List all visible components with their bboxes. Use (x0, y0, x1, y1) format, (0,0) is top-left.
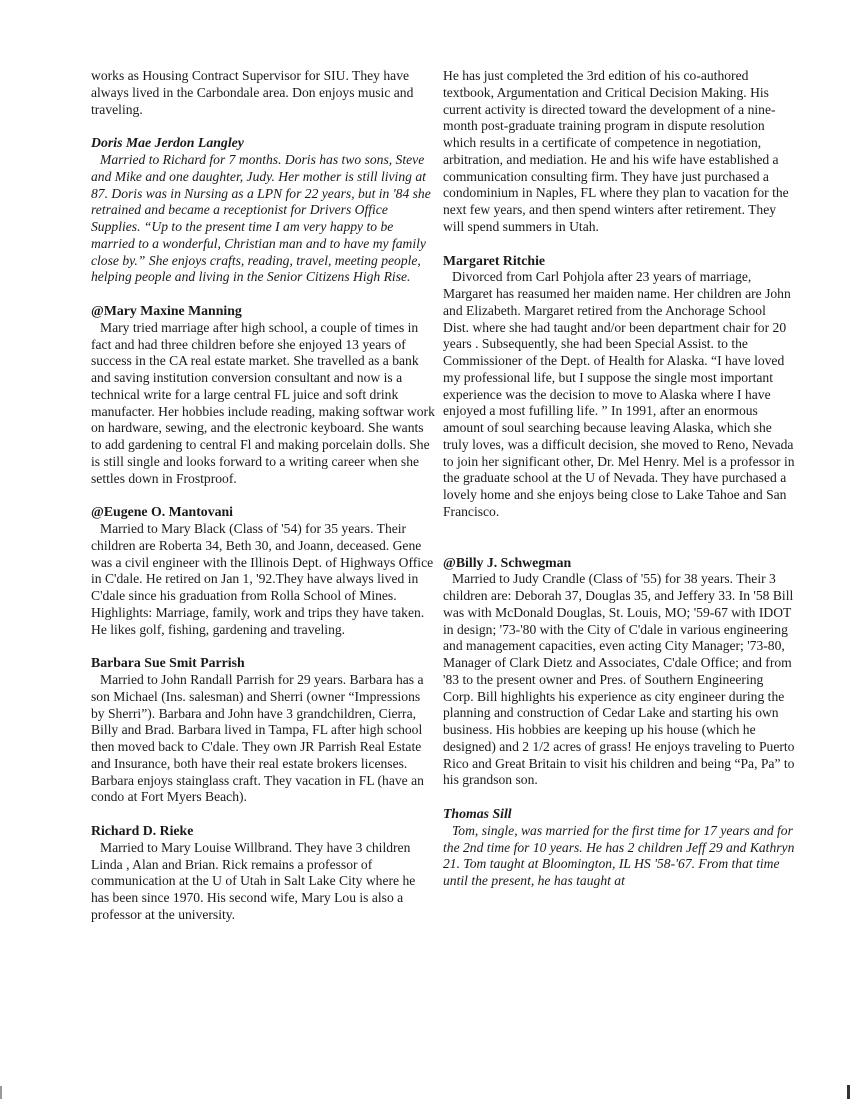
entry-rieke (91, 823, 436, 924)
entry-name: @Eugene O. Mantovani (91, 504, 233, 520)
entry-text: Married to Mary Black (Class of '54) for 35 years. Their children are Roberta 34, Beth 30, and Joann, deceased. Gene was a civil engineer with the Illinois Dept. of Highways Office in C'dale. He retired on Jan 1, '92.They have always lived in C'dale since his graduation from Rolla School of Mines. Highlights: Marriage, family, work and trips they have taken. He likes golf, fishing, gardening and traveling. (91, 521, 434, 637)
entry-text: Mary tried marriage after high school, a couple of times in fact and had three children before she enjoyed 13 years of success in the CA real estate market. She travelled as a bank and saving institution conversion consultant and now is a technical write for a large central FL juice and soft drink manufacter. Her hobbies include reading, making softwar work on hardware, sewing, and the electronic keyboard. She wants to add gardening to central Fl and making porcelain dolls. She is still single and looks forward to a writing career when she settles down in Frostproof. (91, 319, 435, 486)
entry-text: Married to Judy Crandle (Class of '55) for 38 years. Their 3 children are: Deborah 37, Douglas 35, and Jeffery 33. In '58 Bill was with McDonald Douglas, St. Louis, MO; '59-67 with IDOT in design; '73-'80 with the City of C'dale in various engineering and management capacities, even acting City Manager; '73-80, Manager of Clark Dietz and Associates, C'dale Office; and from '83 to the present owner and Pres. of Southern Engineering Corp. Bill highlights his experience as city engineer during the planning and construction of Cedar Lake and starting his own business. His hobbies are keeping up his house (which he designed) and 2 1/2 acres of grass! He enjoys traveling to Puerto Rico and Great Britain to visit his children and being “Pa, Pa” to his grandson son. (443, 571, 795, 788)
left-column (91, 68, 436, 924)
entry-ritchie (443, 253, 795, 521)
entry-name: Doris Mae Jerdon Langley (91, 135, 244, 151)
entry-continuation-right (443, 68, 795, 236)
entry-name: @Billy J. Schwegman (443, 554, 572, 570)
entry-text: Married to Mary Louise Willbrand. They have 3 children Linda , Alan and Brian. Rick remains a professor of communication at the U of Utah in Salt Lake City where he has been since 1970. His second wife, Mary Lou is also a professor at the university. (91, 839, 416, 922)
scan-edge-mark-left (0, 1086, 2, 1099)
entry-sill (443, 806, 795, 890)
entry-manning (91, 303, 436, 487)
entry-name: Barbara Sue Smit Parrish (91, 655, 245, 671)
entry-text: Divorced from Carl Pohjola after 23 years of marriage, Margaret has reasumed her maiden name. Her children are John and Elizabeth. Margaret retired from the Anchorage School Dist. where she had taught and/or been department chair for 20 years . Subsequently, she had been Special Assist. to the Commissioner of the Dept. of Health for Alaska. “I have loved my professional life, but I suppose the single most important experience was the decision to move to Alaska where I have enjoyed a most fufilling life. ” In 1991, after an enormous amount of soul searching because leaving Alaska, which she truly loves, was a difficult decision, she moved to Reno, Nevada to join her significant other, Dr. Mel Henry. Mel is a professor in the graduate school at the U of Nevada. They have purchased a lovely home and she enjoys being close to Lake Tahoe and San Francisco. (443, 269, 795, 519)
entry-text: Married to Richard for 7 months. Doris has two sons, Steve and Mike and one daughter, Judy. Her mother is still living at 87. Doris was in Nursing as a LPN for 22 years, but in '84 she retrained and became a receptionist for Drivers Office Supplies. “Up to the present time I am very happy to be married to a wonderful, Christian man and to have my family close by.” She enjoys crafts, reading, travel, meeting people, helping people and living in the Senior Citizens High Rise. (91, 152, 431, 285)
entry-text: works as Housing Contract Supervisor for SIU. They have always lived in the Carbondale area. Don enjoys music and traveling. (91, 68, 414, 117)
entry-text: He has just completed the 3rd edition of his co-authored textbook, Argumentation and Critical Decision Making. His current activity is directed toward the development of a nine-month post-graduate training program in dispute resolution which results in a certificate of competence in negotiation, arbitration, and mediation. He and his wife have established a communication consulting firm. They have just purchased a condominium in Naples, FL where they plan to vacation for the next few years, and then spend winters after retirement. They will spend summers in Utah. (443, 68, 789, 234)
entry-name: Richard D. Rieke (91, 823, 194, 838)
entry-name: Thomas Sill (443, 806, 512, 821)
entry-text: Married to John Randall Parrish for 29 years. Barbara has a son Michael (Ins. salesman) and Sherri (owner “Impressions by Sherri”). Barbara and John have 3 grandchildren, Cierra, Billy and Brad. Barbara lived in Tampa, FL after high school then moved back to C'dale. They own JR Parrish Real Estate and Insurance, both have their real estate brokers licenses. Barbara enjoys stainglass craft. They vacation in FL (have an condo at Fort Myers Beach). (91, 672, 424, 805)
right-column (443, 68, 795, 890)
entry-schwegman (443, 555, 795, 790)
entry-mantovani (91, 504, 436, 638)
entry-langley (91, 135, 436, 286)
entry-text: Tom, single, was married for the first time for 17 years and for the 2nd time for 10 years. He has 2 children Jeff 29 and Kathryn 21. Tom taught at Bloomington, IL HS '58-'67. From that time until the present, he has taught at (443, 822, 795, 888)
entry-name: Margaret Ritchie (443, 252, 546, 268)
entry-continuation-left (91, 68, 436, 118)
entry-parrish (91, 655, 436, 806)
entry-name: @Mary Maxine Manning (91, 303, 242, 318)
